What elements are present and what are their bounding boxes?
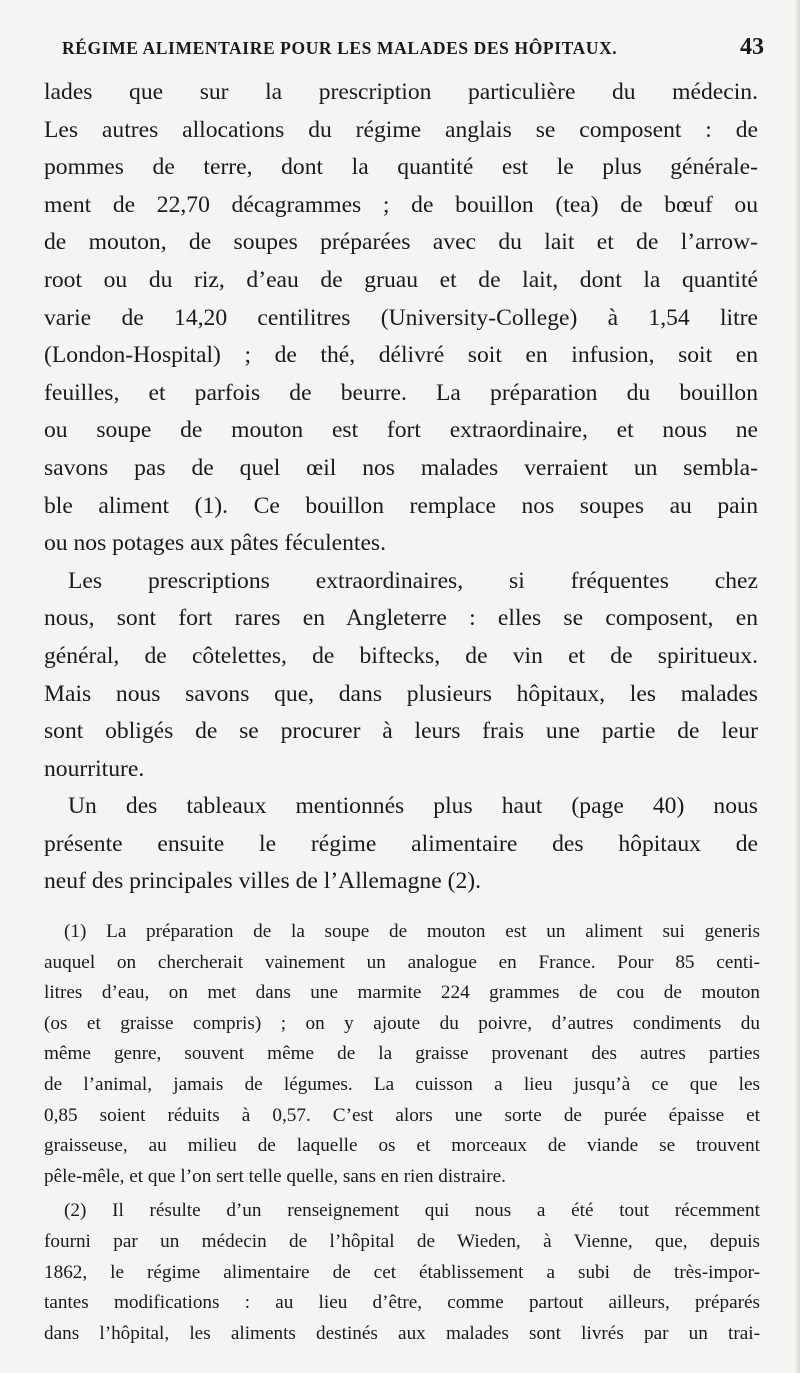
text-line: varie de 14,20 centilitres (University-College) à 1,54 litre (44, 304, 758, 331)
footnote-line: (os et graisse compris) ; on y ajoute du poivre, d’autres condiments du (44, 1012, 760, 1034)
text-line: neuf des principales villes de l’Allemagne (2). (44, 868, 481, 895)
footnotes (44, 917, 760, 1349)
text-line: nous, sont fort rares en Angleterre : elles se composent, en (44, 605, 758, 632)
footnote-line: de l’animal, jamais de légumes. La cuisson a lieu jusqu’à ce que les (44, 1073, 760, 1095)
footnote-1 (44, 917, 760, 1192)
text-line: nourriture. (44, 755, 145, 782)
text-line: Mais nous savons que, dans plusieurs hôpitaux, les malades (44, 680, 758, 707)
footnote-line: litres d’eau, on met dans une marmite 224 grammes de cou de mouton (44, 982, 760, 1004)
footnote-line: fourni par un médecin de l’hôpital de Wieden, à Vienne, que, depuis (44, 1230, 760, 1252)
running-title: RÉGIME ALIMENTAIRE POUR LES MALADES DES HÔPITAUX. (62, 38, 618, 58)
page-edge-shadow (794, 0, 800, 1373)
footnote-line: graisseuse, au milieu de laquelle os et morceaux de viande se trouvent (44, 1135, 760, 1157)
footnote-line: même genre, souvent même de la graisse provenant des autres parties (44, 1043, 760, 1065)
text-line: (London-Hospital) ; de thé, délivré soit en infusion, soit en (44, 342, 758, 369)
text-line: sont obligés de se procurer à leurs frais une partie de leur (44, 718, 758, 745)
footnote-line: (1) La préparation de la soupe de mouton est un aliment sui generis (64, 921, 760, 942)
text-line: Un des tableaux mentionnés plus haut (page 40) nous (68, 793, 758, 820)
footnote-line: 0,85 soient réduits à 0,57. C’est alors une sorte de purée épaisse et (44, 1104, 760, 1126)
footnote-line: tantes modifications : au lieu d’être, comme partout ailleurs, préparés (44, 1292, 760, 1314)
text-line: ment de 22,70 décagrammes ; de bouillon (tea) de bœuf ou (44, 191, 758, 218)
text-line: ble aliment (1). Ce bouillon remplace nos soupes au pain (44, 492, 758, 519)
text-line: ou soupe de mouton est fort extraordinaire, et nous ne (44, 417, 758, 444)
text-line: root ou du riz, d’eau de gruau et de lait, dont la quantité (44, 266, 758, 293)
text-line: général, de côtelettes, de biftecks, de vin et de spiritueux. (44, 642, 758, 669)
text-line: de mouton, de soupes préparées avec du lait et de l’arrow- (44, 229, 758, 256)
text-line: savons pas de quel œil nos malades verraient un sembla- (44, 454, 758, 481)
main-text (44, 74, 758, 901)
text-line: présente ensuite le régime alimentaire des hôpitaux de (44, 830, 758, 857)
footnote-line: dans l’hôpital, les aliments destinés aux malades sont livrés par un trai- (44, 1322, 760, 1344)
text-line: Les prescriptions extraordinaires, si fréquentes chez (68, 567, 758, 594)
text-line: feuilles, et parfois de beurre. La préparation du bouillon (44, 379, 758, 406)
text-line: ou nos potages aux pâtes féculentes. (44, 530, 387, 557)
page-number: 43 (740, 34, 764, 60)
text-line: pommes de terre, dont la quantité est le plus générale- (44, 154, 758, 181)
text-line: Les autres allocations du régime anglais se composent : de (44, 116, 758, 143)
running-header (62, 34, 764, 60)
footnote-line: pêle-mêle, et que l’on sert telle quelle, sans en rien distraire. (44, 1165, 506, 1187)
footnote-line: (2) Il résulte d’un renseignement qui nous a été tout récemment (64, 1200, 760, 1222)
footnote-line: 1862, le régime alimentaire de cet établissement a subi de très-impor- (44, 1261, 760, 1283)
footnote-line: auquel on chercherait vainement un analogue en France. Pour 85 centi- (44, 951, 760, 973)
footnote-2 (44, 1196, 760, 1349)
text-line: lades que sur la prescription particulière du médecin. (44, 79, 758, 105)
